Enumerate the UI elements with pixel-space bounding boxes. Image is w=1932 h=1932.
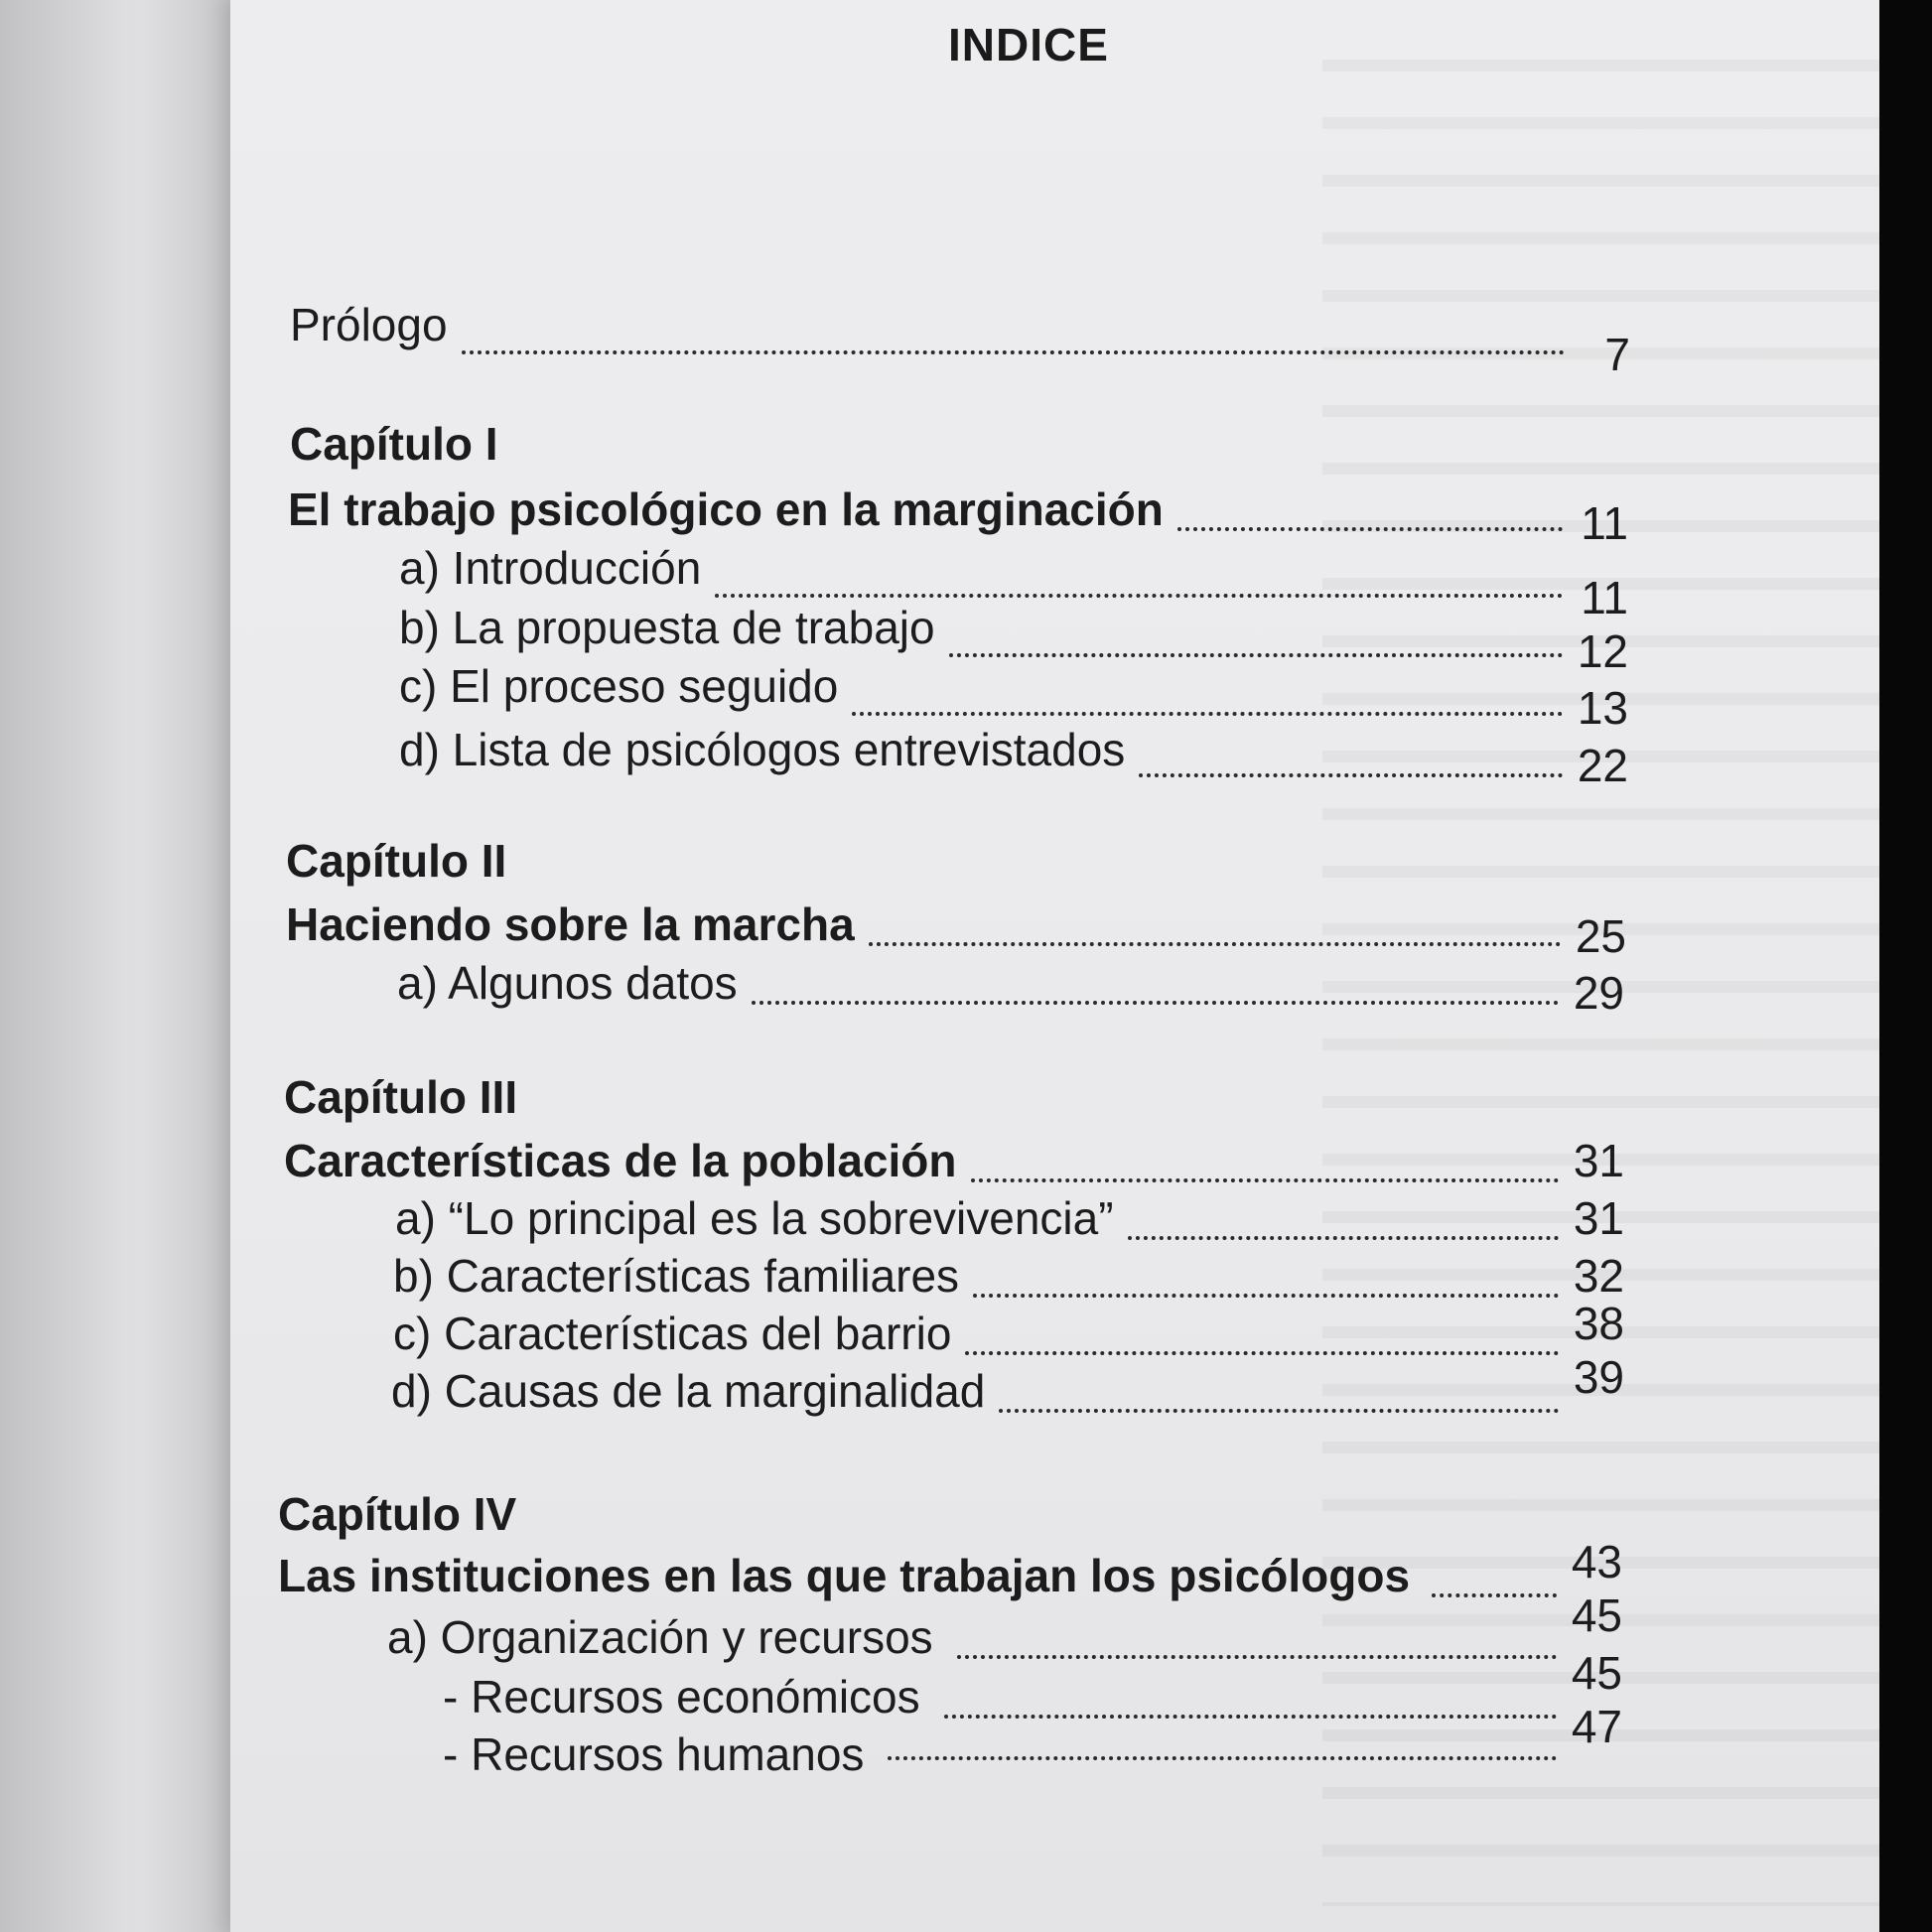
toc-label: b) La propuesta de trabajo — [399, 602, 935, 653]
chapter-heading: Capítulo IV — [278, 1488, 517, 1540]
toc-label: a) “Lo principal es la sobrevivencia” — [395, 1192, 1114, 1244]
toc-entry-prologue — [290, 298, 1630, 380]
toc-entry — [393, 1249, 1624, 1303]
toc-page-number: 29 — [1573, 967, 1624, 1019]
toc-page-number: 7 — [1604, 329, 1630, 380]
toc-label: b) Características familiares — [393, 1250, 960, 1302]
toc-chapter-title — [286, 897, 1626, 962]
dot-leader — [1432, 1593, 1557, 1597]
dot-leader — [752, 1001, 1559, 1005]
toc-entry — [397, 956, 1624, 1019]
dot-leader — [715, 594, 1563, 598]
toc-label: Las instituciones en las que trabajan los psicólogos — [278, 1550, 1411, 1601]
toc-label: d) Causas de la marginalidad — [391, 1365, 986, 1417]
toc-page-number: 31 — [1573, 1135, 1624, 1186]
page-title: INDICE — [948, 19, 1109, 70]
toc-page-number: 43 — [1571, 1536, 1622, 1587]
toc-page-number: 47 — [1571, 1701, 1622, 1752]
toc-page-number: 25 — [1575, 910, 1626, 962]
toc-label: - Recursos humanos — [443, 1728, 865, 1780]
toc-label: a) Introducción — [399, 542, 702, 594]
toc-page-number: 13 — [1577, 682, 1628, 734]
toc-label: c) Características del barrio — [393, 1308, 952, 1359]
toc-page-number: 39 — [1573, 1351, 1624, 1403]
toc-label: - Recursos económicos — [443, 1671, 920, 1723]
chapter-heading: Capítulo I — [290, 418, 498, 470]
toc-entry — [443, 1701, 1622, 1781]
toc-label: Prólogo — [290, 299, 448, 350]
toc-entry — [399, 723, 1628, 791]
dot-leader — [957, 1655, 1557, 1659]
toc-page-number: 45 — [1571, 1589, 1622, 1641]
toc-page-number: 11 — [1581, 572, 1628, 623]
dot-leader — [965, 1351, 1559, 1355]
dot-leader — [973, 1294, 1559, 1298]
toc-page-number: 45 — [1571, 1647, 1622, 1699]
toc-chapter-title — [284, 1134, 1624, 1187]
dot-leader — [999, 1409, 1559, 1413]
toc-chapter-title — [288, 483, 1628, 549]
chapter-heading: Capítulo III — [284, 1071, 518, 1123]
toc-label: a) Algunos datos — [397, 957, 738, 1009]
dot-leader — [1177, 527, 1563, 531]
toc-page-number: 22 — [1577, 740, 1628, 791]
toc-entry — [391, 1351, 1624, 1418]
toc-entry — [399, 601, 1628, 677]
toc-page-number: 12 — [1577, 625, 1628, 677]
toc-entry — [393, 1298, 1624, 1360]
toc-label: a) Organización y recursos — [387, 1611, 933, 1663]
chapter-heading: Capítulo II — [286, 835, 507, 887]
toc-entry — [399, 659, 1628, 734]
dot-leader — [888, 1756, 1557, 1760]
toc-entry — [399, 541, 1628, 623]
toc-label: Características de la población — [284, 1135, 957, 1186]
toc-label: Haciendo sobre la marcha — [286, 898, 855, 950]
dot-leader — [462, 350, 1565, 354]
toc-entry — [443, 1647, 1622, 1724]
toc-entry — [387, 1589, 1622, 1664]
toc-page-number: 31 — [1573, 1192, 1624, 1244]
dot-leader — [944, 1715, 1557, 1719]
dark-background — [1879, 0, 1932, 1932]
dot-leader — [1139, 773, 1563, 777]
toc-label: d) Lista de psicólogos entrevistados — [399, 724, 1126, 775]
toc-page-number: 11 — [1581, 497, 1628, 549]
toc-label: c) El proceso seguido — [399, 660, 839, 712]
dot-leader — [949, 653, 1563, 657]
facing-page-edge — [0, 0, 238, 1932]
dot-leader — [869, 942, 1561, 946]
dot-leader — [1128, 1236, 1559, 1240]
toc-page-number: 32 — [1573, 1250, 1624, 1302]
toc-chapter-title — [278, 1536, 1622, 1602]
toc-entry — [395, 1191, 1624, 1245]
toc-page-number: 38 — [1573, 1298, 1624, 1349]
toc-label: El trabajo psicológico en la marginación — [288, 483, 1164, 535]
dot-leader — [852, 712, 1563, 716]
dot-leader — [971, 1178, 1560, 1182]
